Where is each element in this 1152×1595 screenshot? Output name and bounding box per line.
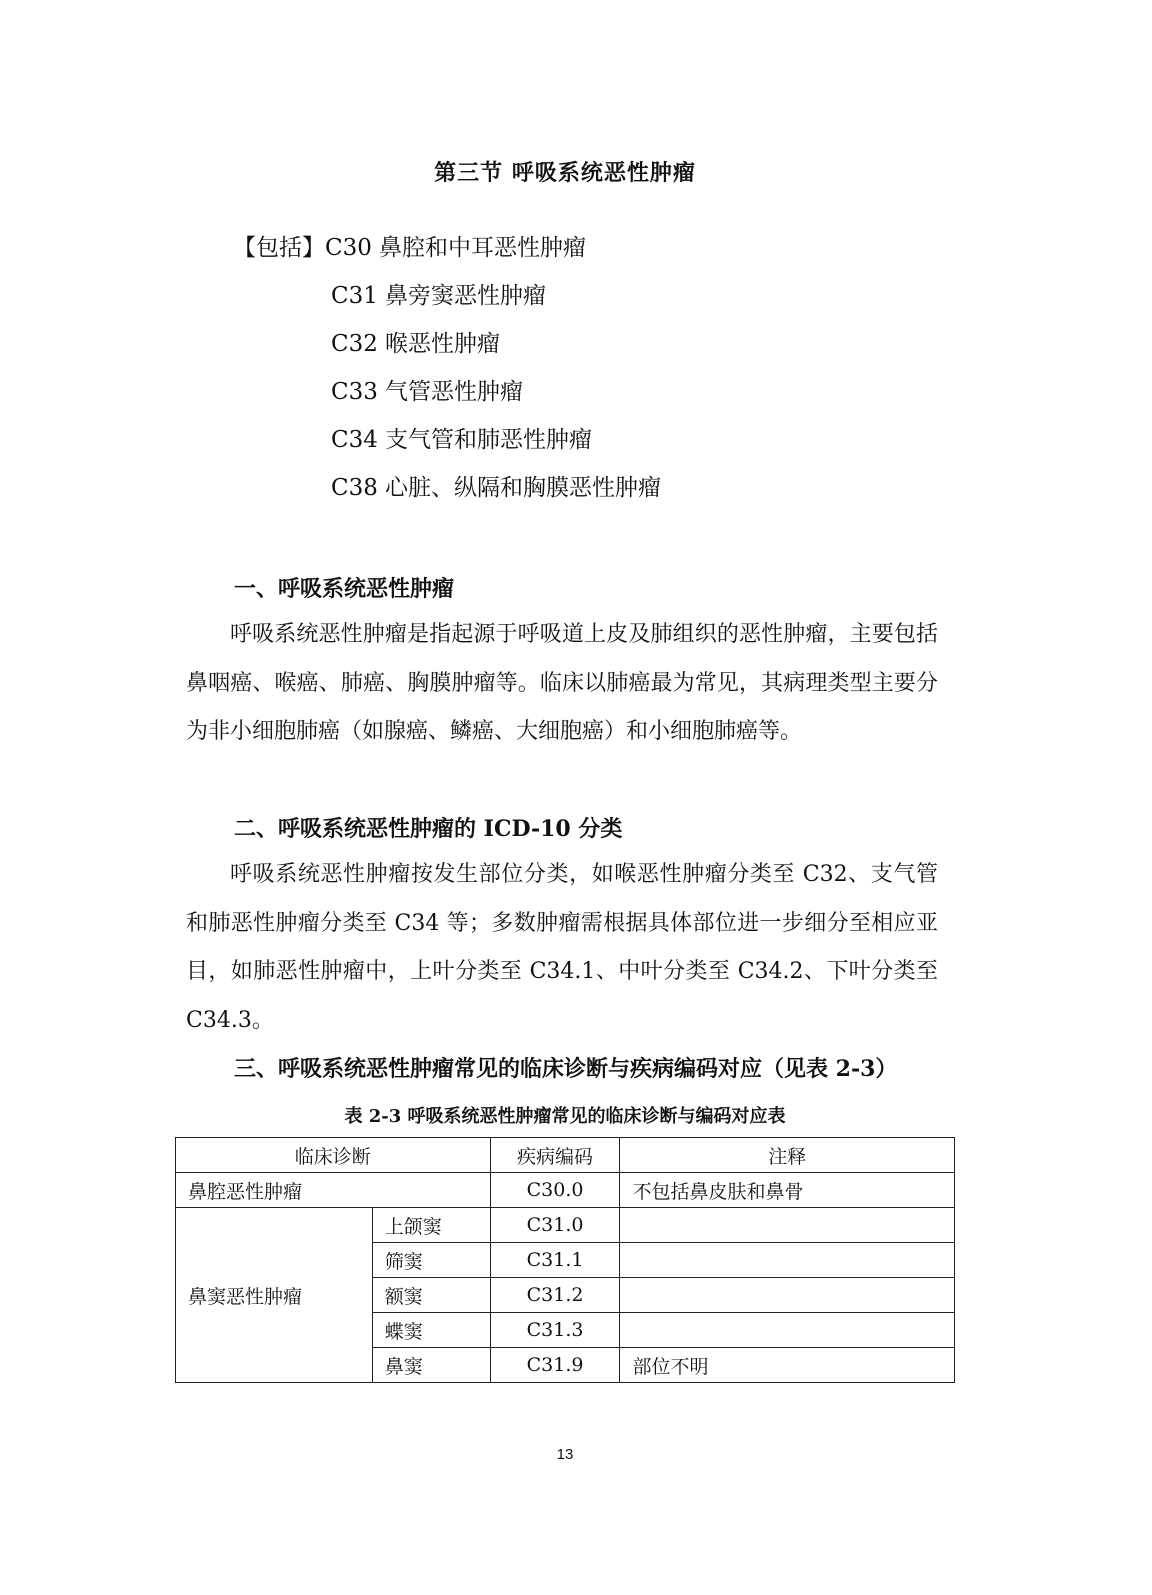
- code-cell: C31.2: [490, 1278, 620, 1313]
- include-name: 气管恶性肿瘤: [385, 379, 523, 405]
- include-code: C38: [331, 475, 378, 501]
- include-name: 支气管和肺恶性肿瘤: [385, 427, 592, 453]
- includes-line: [331, 277, 546, 310]
- diagnosis-cell: 鼻腔恶性肿瘤: [176, 1173, 491, 1208]
- note-cell: [620, 1313, 955, 1348]
- diagnosis-group-cell: 鼻窦恶性肿瘤: [176, 1208, 373, 1383]
- includes-line: [233, 229, 586, 262]
- include-code: C31: [331, 283, 378, 309]
- site-cell: 筛窦: [372, 1243, 490, 1278]
- include-code: C30: [325, 235, 372, 261]
- paragraph-two: [186, 851, 938, 1045]
- includes-line: [331, 373, 523, 406]
- heading-one: 一、呼吸系统恶性肿瘤: [234, 576, 455, 602]
- include-name: 鼻腔和中耳恶性肿瘤: [379, 235, 586, 261]
- code-cell: C31.3: [490, 1313, 620, 1348]
- heading-two: 二、呼吸系统恶性肿瘤的 ICD-10 分类: [234, 816, 623, 842]
- note-cell: 部位不明: [620, 1348, 955, 1383]
- note-cell: 不包括鼻皮肤和鼻骨: [620, 1173, 955, 1208]
- paragraph-text: 呼吸系统恶性肿瘤按发生部位分类，如喉恶性肿瘤分类至 C32、支气管和肺恶性肿瘤分类至 C34 等；多数肿瘤需根据具体部位进一步细分至相应亚目，如肺恶性肿瘤中，上叶分类至 C34.1、中叶分类至 C34.2、下叶分类至 C34.3。: [186, 862, 938, 1033]
- includes-line: [331, 469, 661, 502]
- includes-line: [331, 421, 592, 454]
- includes-label: 【包括】: [233, 235, 325, 261]
- site-cell: 额窦: [372, 1278, 490, 1313]
- paragraph-text: 呼吸系统恶性肿瘤是指起源于呼吸道上皮及肺组织的恶性肿瘤，主要包括鼻咽癌、喉癌、肺癌、胸膜肿瘤等。临床以肺癌最为常见，其病理类型主要分为非小细胞肺癌（如腺癌、鳞癌、大细胞癌）和小细胞肺癌等。: [186, 622, 938, 744]
- header-diagnosis: 临床诊断: [176, 1138, 491, 1173]
- note-cell: [620, 1243, 955, 1278]
- include-code: C34: [331, 427, 378, 453]
- site-cell: 上颌窦: [372, 1208, 490, 1243]
- include-code: C33: [331, 379, 378, 405]
- include-code: C32: [331, 331, 378, 357]
- code-cell: C31.9: [490, 1348, 620, 1383]
- table-row: [176, 1208, 955, 1243]
- table-row: [176, 1173, 955, 1208]
- include-name: 鼻旁窦恶性肿瘤: [385, 283, 546, 309]
- table-header-row: [176, 1138, 955, 1173]
- section-title: 第三节 呼吸系统恶性肿瘤: [434, 160, 696, 186]
- icd-table: [175, 1137, 955, 1383]
- heading-three: 三、呼吸系统恶性肿瘤常见的临床诊断与疾病编码对应（见表 2-3）: [234, 1056, 898, 1082]
- code-cell: C30.0: [490, 1173, 620, 1208]
- include-name: 心脏、纵隔和胸膜恶性肿瘤: [385, 475, 661, 501]
- table-caption: 表 2-3 呼吸系统恶性肿瘤常见的临床诊断与编码对应表: [344, 1106, 786, 1127]
- site-cell: 蝶窦: [372, 1313, 490, 1348]
- include-name: 喉恶性肿瘤: [385, 331, 500, 357]
- page-number: 13: [556, 1446, 574, 1463]
- code-cell: C31.1: [490, 1243, 620, 1278]
- includes-line: [331, 325, 500, 358]
- note-cell: [620, 1278, 955, 1313]
- paragraph-one: [186, 611, 938, 757]
- note-cell: [620, 1208, 955, 1243]
- site-cell: 鼻窦: [372, 1348, 490, 1383]
- code-cell: C31.0: [490, 1208, 620, 1243]
- header-note: 注释: [620, 1138, 955, 1173]
- header-code: 疾病编码: [490, 1138, 620, 1173]
